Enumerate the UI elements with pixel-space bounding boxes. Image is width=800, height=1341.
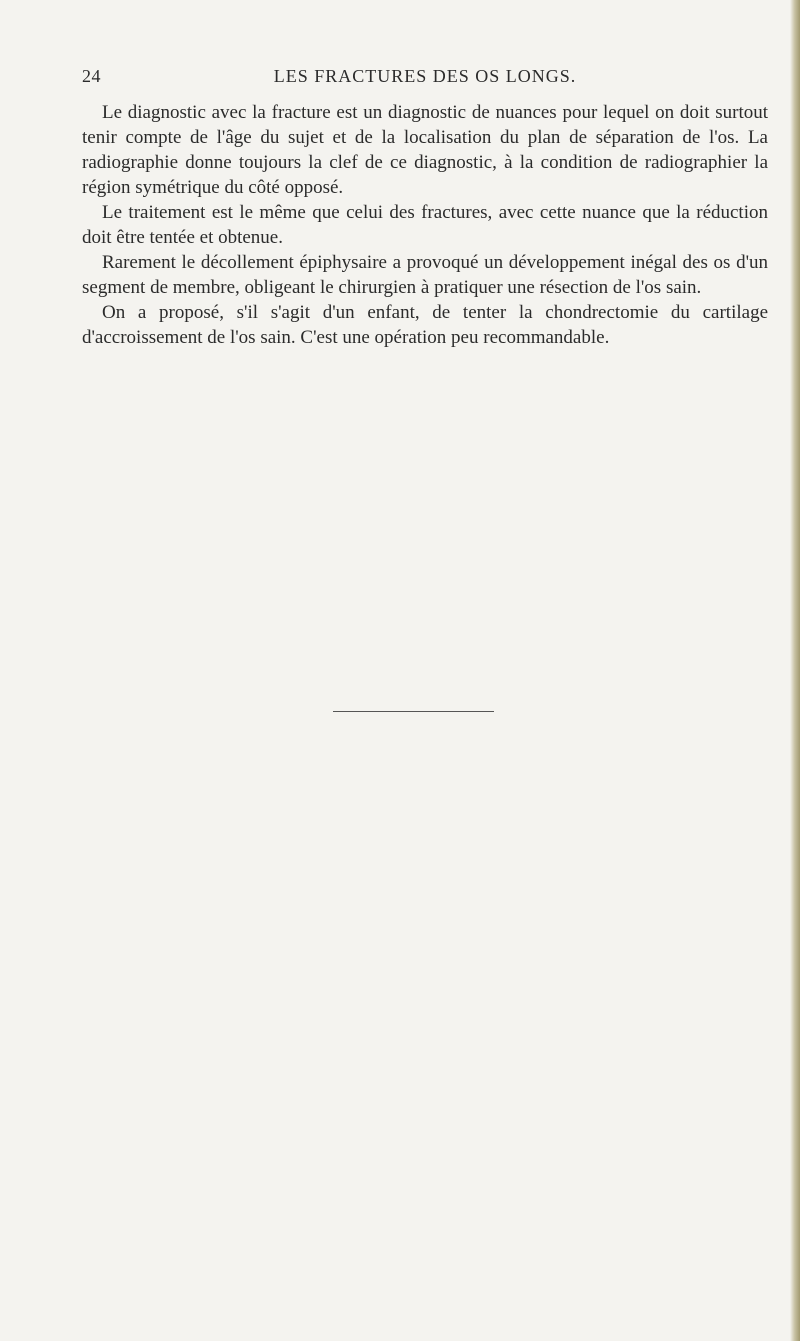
running-title: LES FRACTURES DES OS LONGS. <box>273 66 577 86</box>
section-divider <box>333 711 494 712</box>
paragraph-diagnostic: Le diagnostic avec la fracture est un diagnostic de nuances pour lequel on doit surtout tenir compte de l'âge du sujet et de la localisation du plan de séparation de l'os. La radiographie donne toujours la clef de ce diagnostic, à la condition de radiographier la région symétrique du côté opposé. <box>82 102 768 198</box>
paragraph-chondrectomie: On a proposé, s'il s'agit d'un enfant, de tenter la chondrectomie du cartilage d'accroissement de l'os sain. C'est une opération peu recommandable. <box>82 302 768 348</box>
page-header <box>82 66 768 92</box>
page-edge-shadow <box>790 0 800 1341</box>
page-number: 24 <box>82 66 101 86</box>
paragraph-traitement: Le traitement est le même que celui des fractures, avec cette nuance que la réduction doit être tentée et obtenue. <box>82 202 768 248</box>
paragraph-resection: Rarement le décollement épiphysaire a provoqué un développement inégal des os d'un segment de membre, obligeant le chirurgien à pratiquer une résection de l'os sain. <box>82 252 768 298</box>
body-text <box>82 100 768 350</box>
